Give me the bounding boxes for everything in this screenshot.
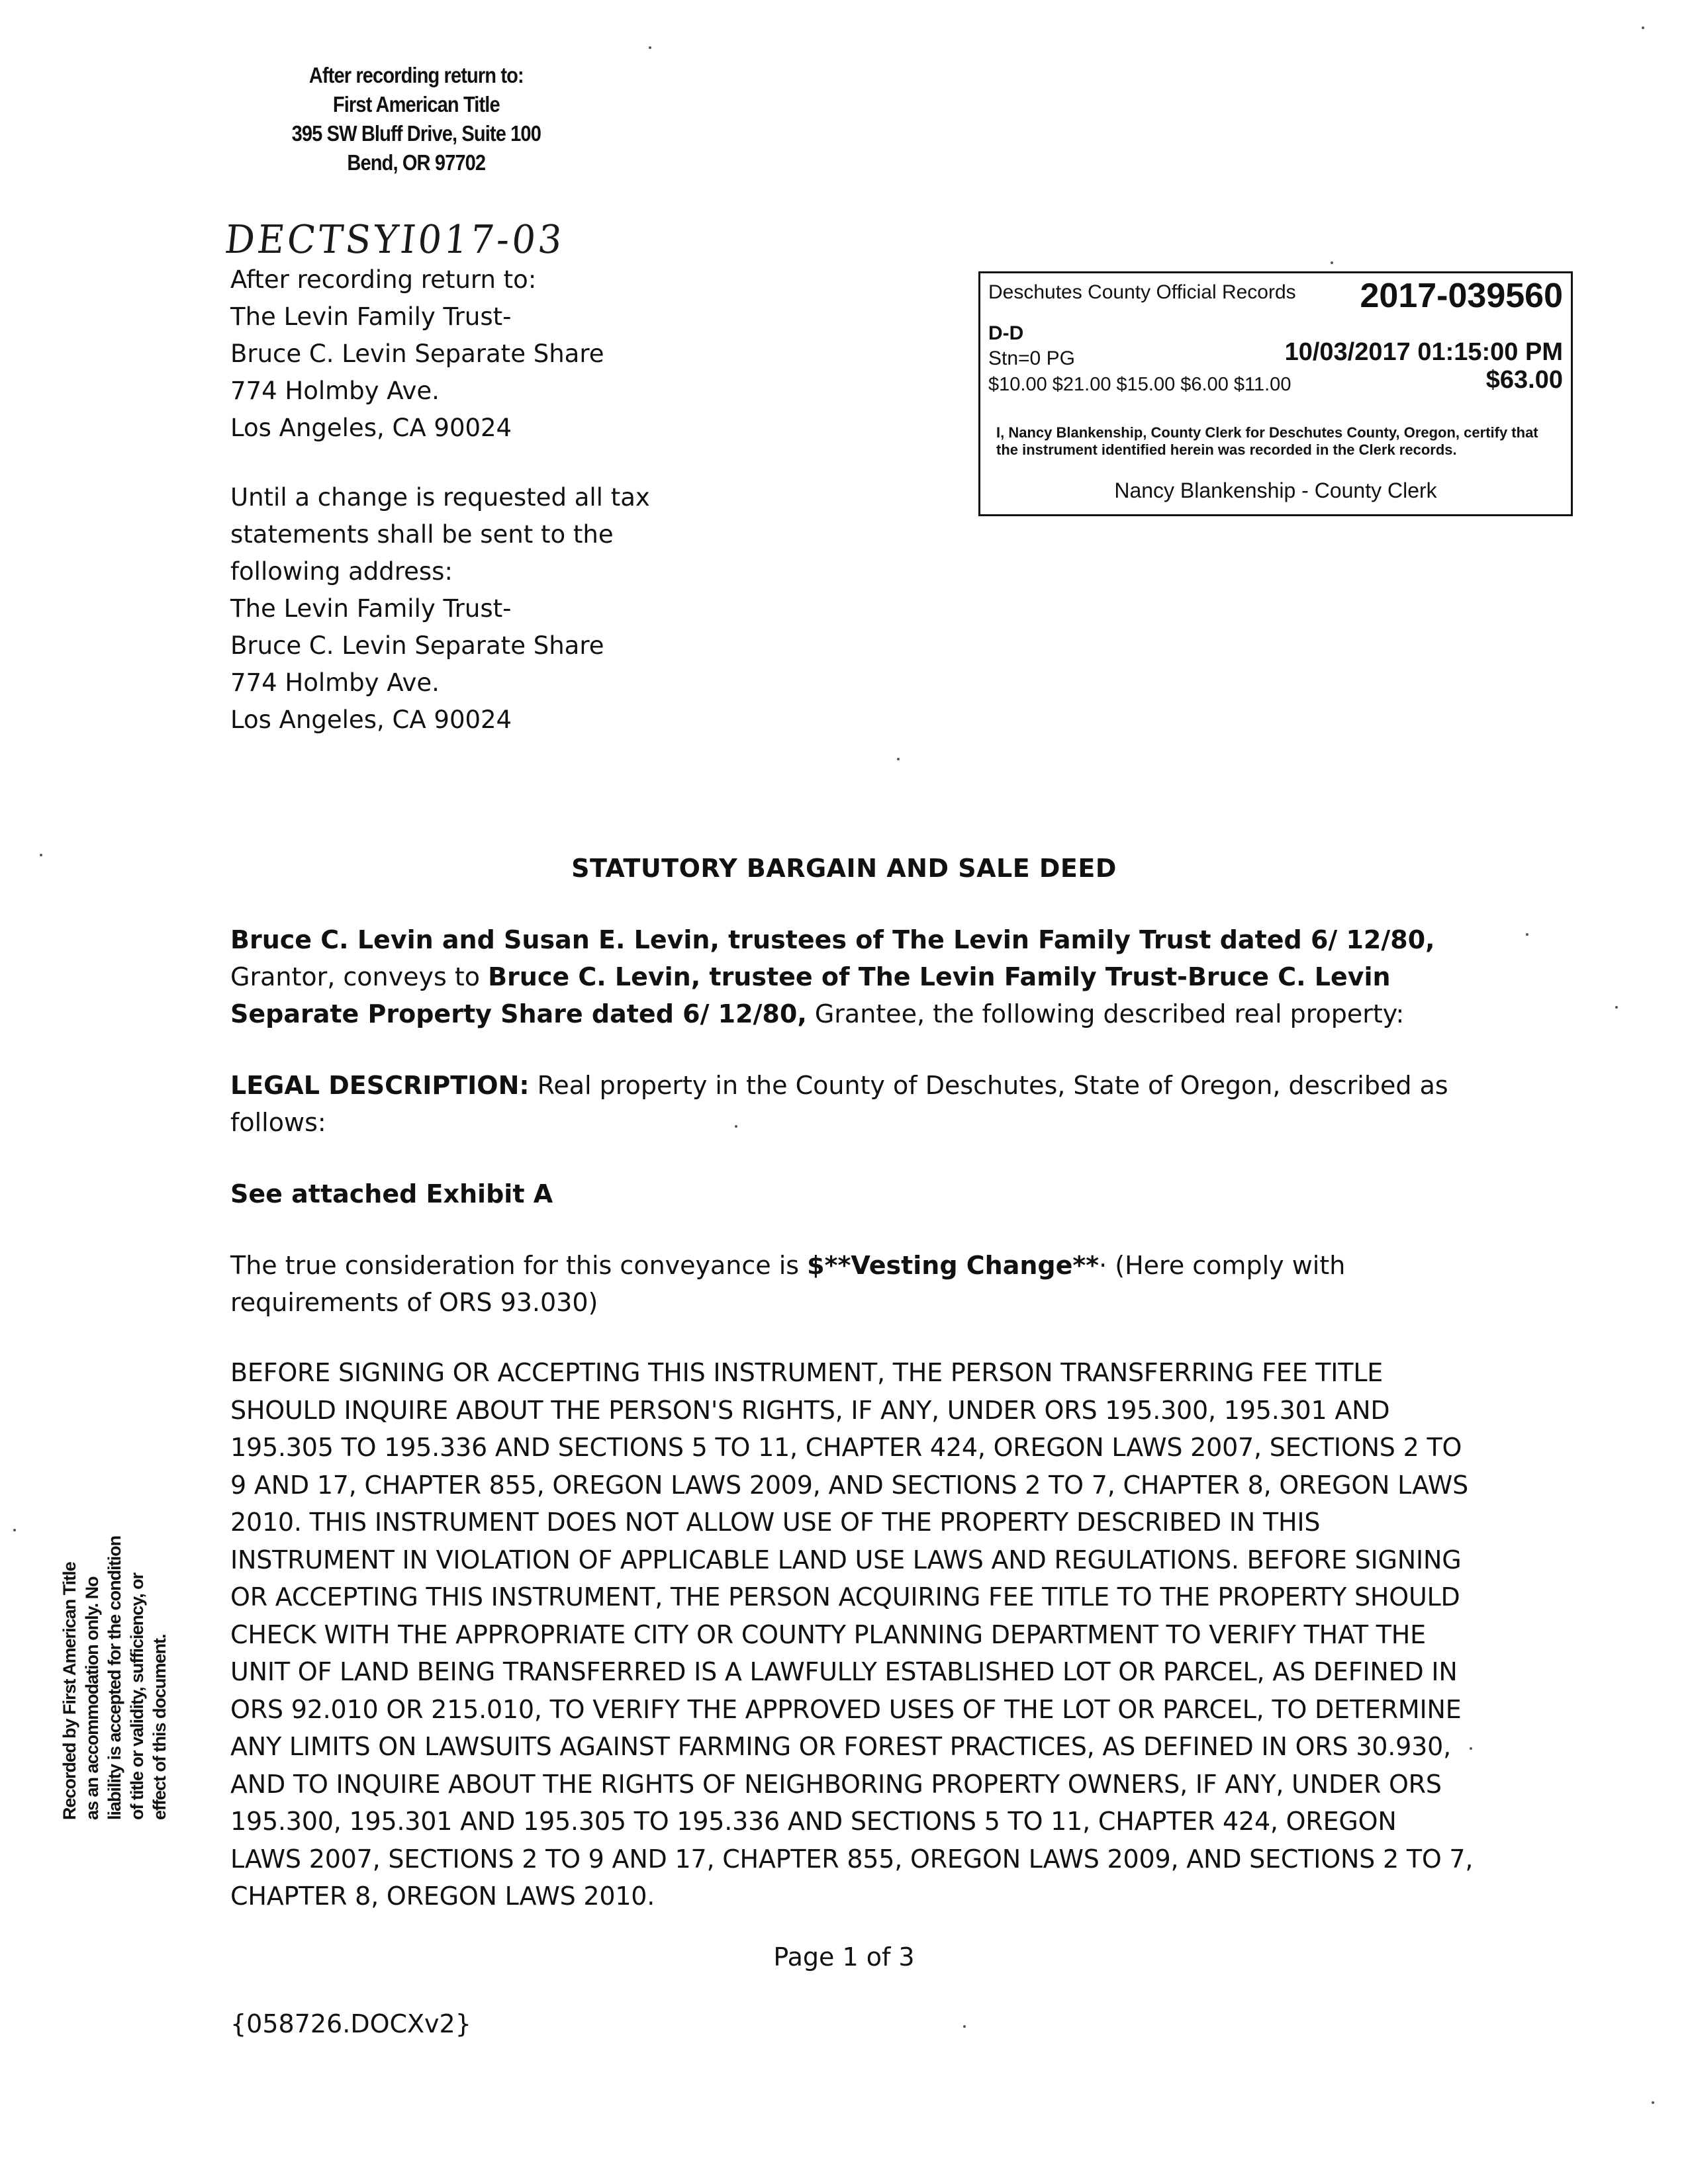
side-stamp-line: of title or validity, sufficiency, or <box>127 1572 147 1820</box>
stamp-line: First American Title <box>332 92 500 116</box>
mailing-line: Bruce C. Levin Separate Share <box>230 340 604 368</box>
mailing-line: The Levin Family Trust- <box>230 302 512 331</box>
legal-text: Real property in the County of Deschutes, State of Oregon, described as follows: <box>230 1071 1448 1137</box>
document-code: {058726.DOCXv2} <box>230 2009 471 2038</box>
record-certification: I, Nancy Blankenship, County Clerk for Deschutes County, Oregon, certify that the instrument identified herein was recorded in the Clerk records. <box>996 424 1538 458</box>
mailing-line: 774 Holmby Ave. <box>230 377 440 405</box>
scan-speck <box>735 1125 737 1128</box>
legal-description-paragraph <box>230 1067 1475 1141</box>
parties-paragraph <box>230 921 1475 1032</box>
mailing-address-block <box>230 261 604 447</box>
record-datetime: 10/03/2017 01:15:00 PM <box>1284 338 1563 366</box>
page-number: Page 1 of 3 <box>773 1942 915 1972</box>
return-address-stamp <box>265 61 568 177</box>
accommodation-side-stamp <box>58 1449 171 1820</box>
scan-speck <box>1470 1747 1472 1750</box>
scan-speck <box>1526 933 1528 936</box>
scan-speck <box>897 758 900 760</box>
exhibit-reference: See attached Exhibit A <box>230 1179 553 1208</box>
statutory-warning-paragraph: BEFORE SIGNING OR ACCEPTING THIS INSTRUMENT, THE PERSON TRANSFERRING FEE TITLE SHOULD INQUIRE ABOUT THE PERSON'S RIGHTS, IF ANY, UNDER ORS 195.300, 195.301 AND 195.305 TO 195.336 AND SECTIONS 5 TO 11, CHAPTER 424, OREGON LAWS 2007, SECTIONS 2 TO 9 AND 17, CHAPTER 855, OREGON LAWS 2009, AND SECTIONS 2 TO 7, CHAPTER 8, OREGON LAWS 2010. THIS INSTRUMENT DOES NOT ALLOW USE OF THE PROPERTY DESCRIBED IN THIS INSTRUMENT IN VIOLATION OF APPLICABLE LAND USE LAWS AND REGULATIONS. BEFORE SIGNING OR ACCEPTING THIS INSTRUMENT, THE PERSON ACQUIRING FEE TITLE TO THE PROPERTY SHOULD CHECK WITH THE APPROPRIATE CITY OR COUNTY PLANNING DEPARTMENT TO VERIFY THAT THE UNIT OF LAND BEING TRANSFERRED IS A LAWFULLY ESTABLISHED LOT OR PARCEL, AS DEFINED IN ORS 92.010 OR 215.010, TO VERIFY THE APPROVED USES OF THE LOT OR PARCEL, TO DETERMINE ANY LIMITS ON LAWSUITS AGAINST FARMING OR FOREST PRACTICES, AS DEFINED IN ORS 30.930, AND TO INQUIRE ABOUT THE RIGHTS OF NEIGHBORING PROPERTY OWNERS, IF ANY, UNDER ORS 195.300, 195.301 AND 195.305 TO 195.336 AND SECTIONS 5 TO 11, CHAPTER 424, OREGON LAWS 2007, SECTIONS 2 TO 9 AND 17, CHAPTER 855, OREGON LAWS 2009, AND SECTIONS 2 TO 7, CHAPTER 8, OREGON LAWS 2010. <box>230 1358 1474 1911</box>
stamp-line: 395 SW Bluff Drive, Suite 100 <box>291 121 541 146</box>
stamp-line: After recording return to: <box>308 63 524 87</box>
scan-speck <box>1642 26 1644 29</box>
tax-line: 774 Holmby Ave. <box>230 668 440 697</box>
tax-line: Bruce C. Levin Separate Share <box>230 631 604 660</box>
grantee-text: Grantee, the following described real property: <box>806 999 1405 1028</box>
mailing-line: Los Angeles, CA 90024 <box>230 414 512 442</box>
record-total: $63.00 <box>1485 366 1563 394</box>
scan-speck <box>1652 2101 1654 2104</box>
side-stamp-line: as an accommodation only. No <box>82 1576 102 1820</box>
consideration-post: · (Here comply with requirements of ORS 93.030) <box>230 1251 1346 1317</box>
county-record-box <box>978 271 1573 516</box>
scan-speck <box>1615 1006 1618 1009</box>
consideration-amount: $**Vesting Change** <box>807 1251 1100 1280</box>
record-number: 2017-039560 <box>1360 277 1563 315</box>
record-fees: $10.00 $21.00 $15.00 $6.00 $11.00 <box>988 374 1291 395</box>
handwritten-order-number: DECTSYI017-03 <box>222 217 567 263</box>
record-clerk: Nancy Blankenship - County Clerk <box>1114 478 1437 502</box>
mailing-heading: After recording return to: <box>230 265 537 294</box>
tax-line: following address: <box>230 557 453 586</box>
consideration-paragraph <box>230 1247 1475 1321</box>
legal-label: LEGAL DESCRIPTION: <box>230 1071 530 1100</box>
record-doc-type: D-D <box>988 322 1024 344</box>
tax-line: The Levin Family Trust- <box>230 594 512 623</box>
stamp-line: Bend, OR 97702 <box>347 150 486 175</box>
scan-speck <box>40 854 42 856</box>
grantee-name: Bruce C. Levin, trustee of The Levin Family Trust-Bruce C. Levin Separate Property Share dated 6/ 12/80, <box>230 962 1391 1028</box>
scan-speck <box>13 1529 16 1531</box>
tax-line: Los Angeles, CA 90024 <box>230 705 512 734</box>
side-stamp-line: effect of this document. <box>150 1634 169 1820</box>
scan-speck <box>649 46 651 49</box>
record-office: Deschutes County Official Records <box>988 281 1296 303</box>
side-stamp-line: liability is accepted for the condition <box>105 1535 124 1820</box>
tax-line: statements shall be sent to the <box>230 520 614 549</box>
grantor-name: Bruce C. Levin and Susan E. Levin, trustees of The Levin Family Trust dated 6/ 12/80, <box>230 925 1435 954</box>
scan-speck <box>1331 261 1333 264</box>
consideration-pre: The true consideration for this conveyance is <box>230 1251 808 1280</box>
scan-speck <box>963 2025 966 2028</box>
record-station: Stn=0 PG <box>988 347 1075 369</box>
tax-line: Until a change is requested all tax <box>230 483 650 512</box>
tax-statement-block <box>230 479 650 739</box>
grantor-text: Grantor, conveys to <box>230 962 489 991</box>
deed-title: STATUTORY BARGAIN AND SALE DEED <box>571 854 1117 883</box>
side-stamp-line: Recorded by First American Title <box>60 1562 79 1820</box>
